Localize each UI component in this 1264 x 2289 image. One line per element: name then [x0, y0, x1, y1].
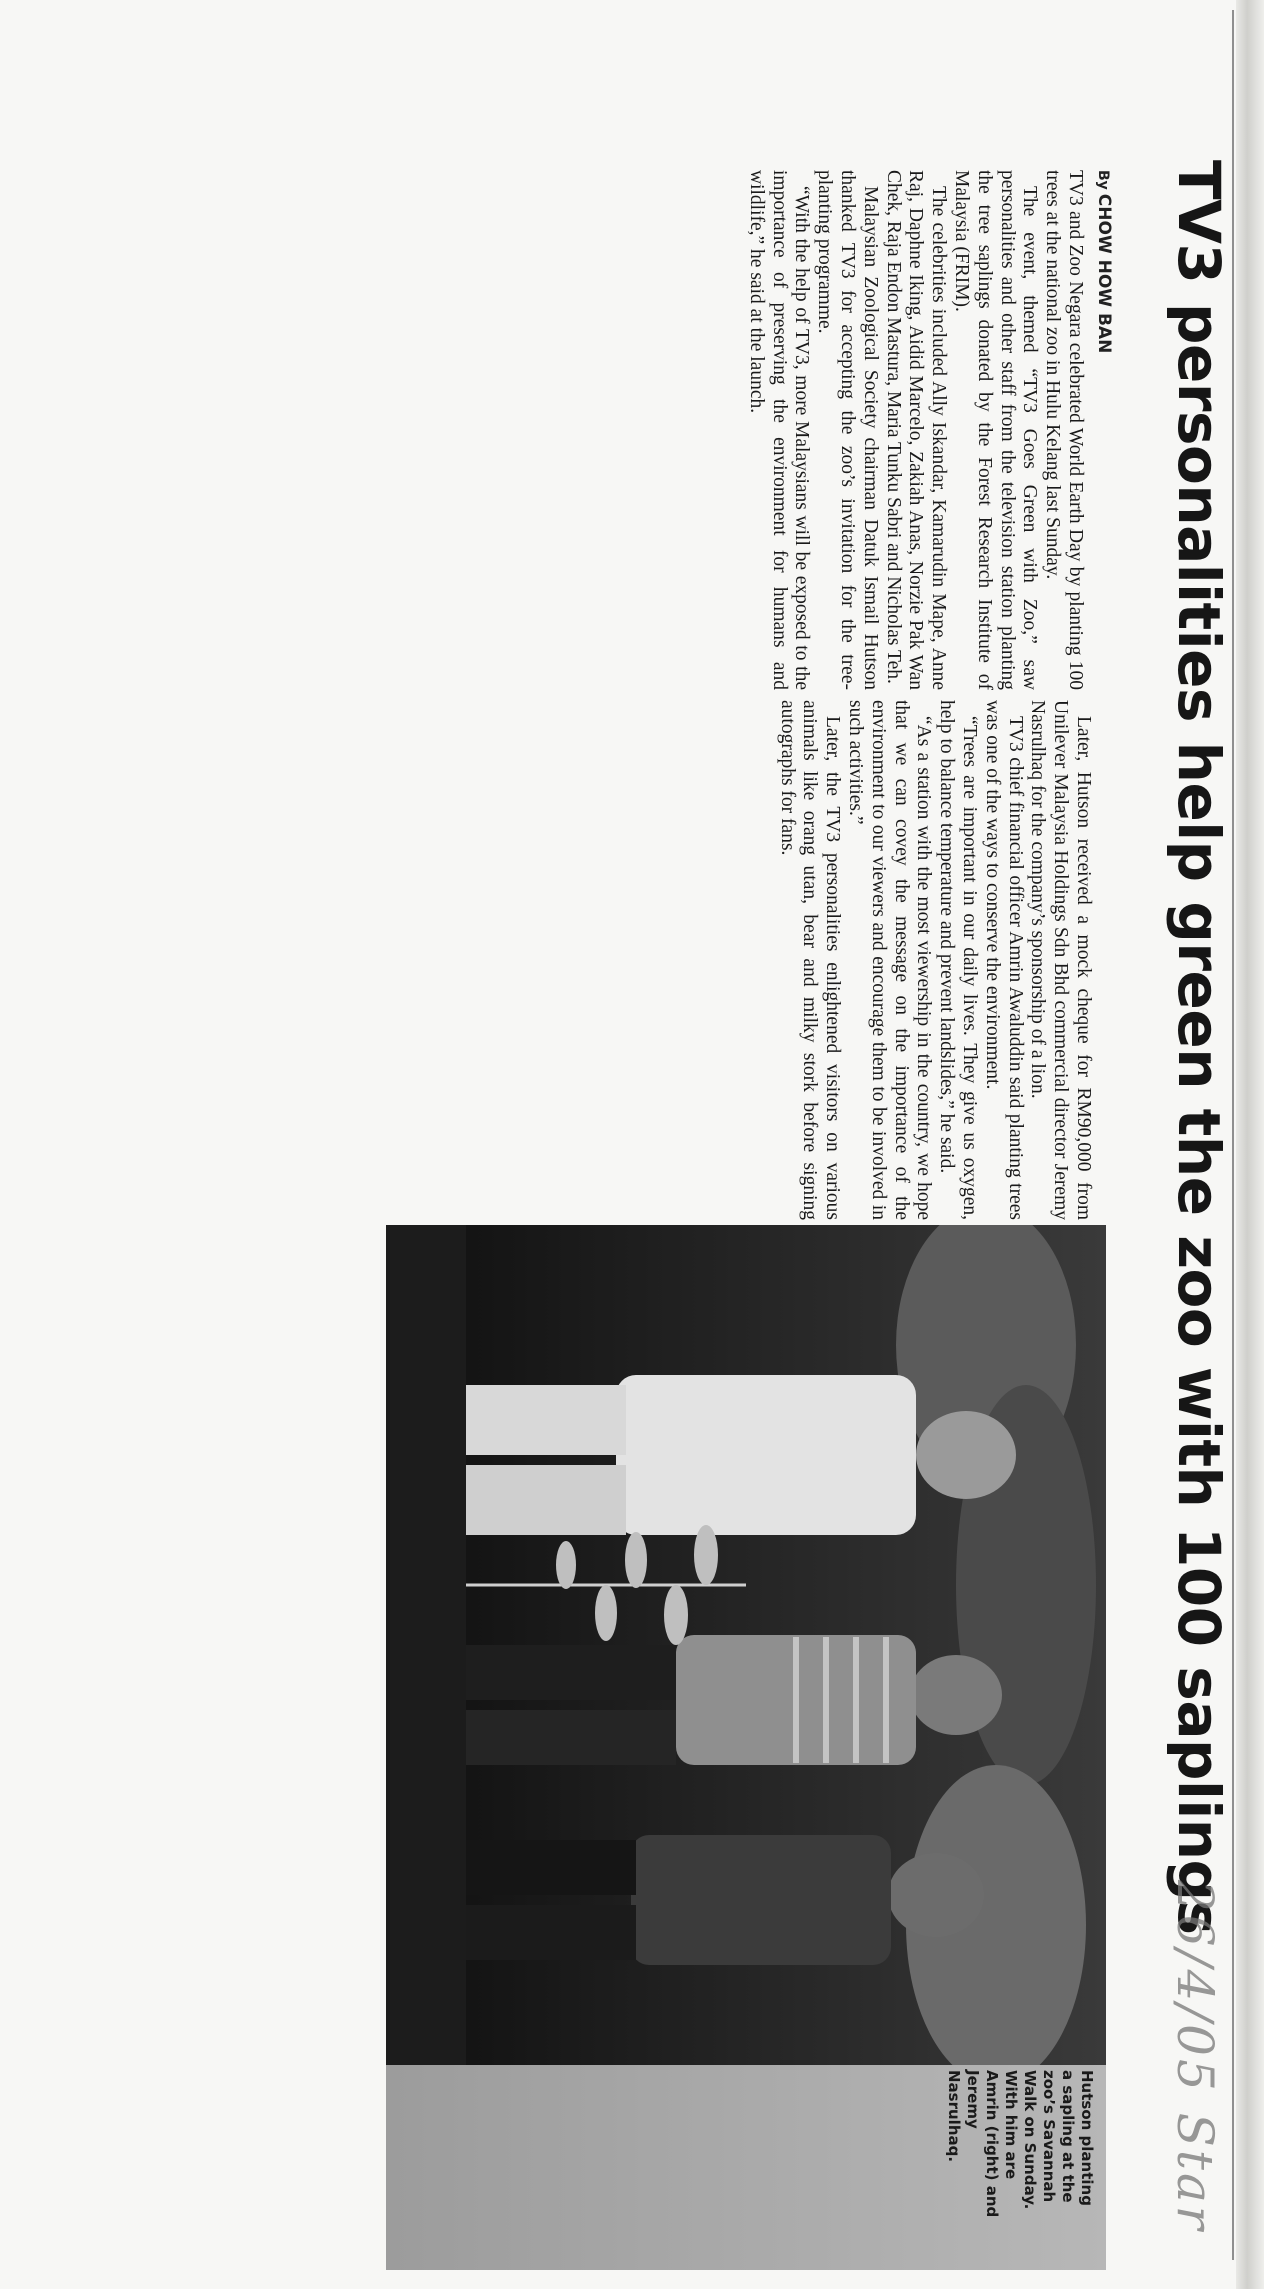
article-column-2	[775, 700, 1094, 1220]
article-paragraph: “As a station with the most viewership in the country, we hope that we can covey the message on the importance of the environment to our viewers and encourage them to be involved in such activities.”	[845, 700, 935, 1220]
handwritten-date-note: 26/4/05 Star	[1166, 1880, 1224, 2233]
article-column-1	[744, 170, 1086, 690]
news-photo	[386, 1225, 1106, 2065]
article-paragraph: Later, the TV3 personalities enlightened visitors on various animals like orang utan, bear and milky stork before signing autographs for fans.	[776, 700, 844, 1220]
article-paragraph: TV3 and Zoo Negara celebrated World Earth Day by planting 100 trees at the national zoo in Hulu Kelang last Sunday.	[1042, 170, 1086, 690]
article-paragraph: “Trees are important in our daily lives. They give us oxygen, help to balance temperature and prevent landslides,” he said.	[936, 700, 981, 1220]
byline	[1094, 170, 1114, 353]
article-paragraph: “With the help of TV3, more Malaysians will be exposed to the importance of preserving the environment for humans and wildlife,” he said at the launch.	[745, 170, 813, 690]
article-paragraph: TV3 chief financial officer Amrin Awaluddin said planting trees was one of the ways to conserve the environment.	[981, 700, 1026, 1220]
article-paragraph: The event, themed “TV3 Goes Green with Zoo,” saw personalities and other staff from the television station planting the tree saplings donated by the Forest Research Institute of Malaysia (FRIM).	[951, 170, 1041, 690]
photo-caption: Hutson planting a sapling at the zoo’s Savannah Walk on Sunday. With him are Amrin (right) and Jeremy Nasrulhaq.	[945, 2070, 1096, 2218]
photograph-icon	[386, 1225, 1106, 2065]
byline-author: CHOW HOW BAN	[1094, 193, 1114, 354]
article-paragraph: Malaysian Zoological Society chairman Datuk Ismail Hutson thanked TV3 for accepting the zoo’s invitation for the tree-planting programme.	[814, 170, 881, 690]
article-paragraph: The celebrities included Ally Iskandar, Kamarudin Mape, Anne Raj, Daphne Iking, Aidid Marcelo, Zakiah Anas, Norzie Pak Wan Chek, Raja Endon Mastura, Maria Tunku Sabri and Nicholas Teh.	[882, 170, 950, 690]
article-paragraph: Later, Hutson received a mock cheque for RM90,000 from Unilever Malaysia Holdings Sdn Bhd commercial director Jeremy Nasrulhaq for the company’s sponsorship of a lion.	[1027, 700, 1094, 1220]
byline-prefix: By	[1095, 170, 1111, 190]
headline: TV3 personalities help green the zoo with 100 saplings	[1165, 160, 1233, 1935]
